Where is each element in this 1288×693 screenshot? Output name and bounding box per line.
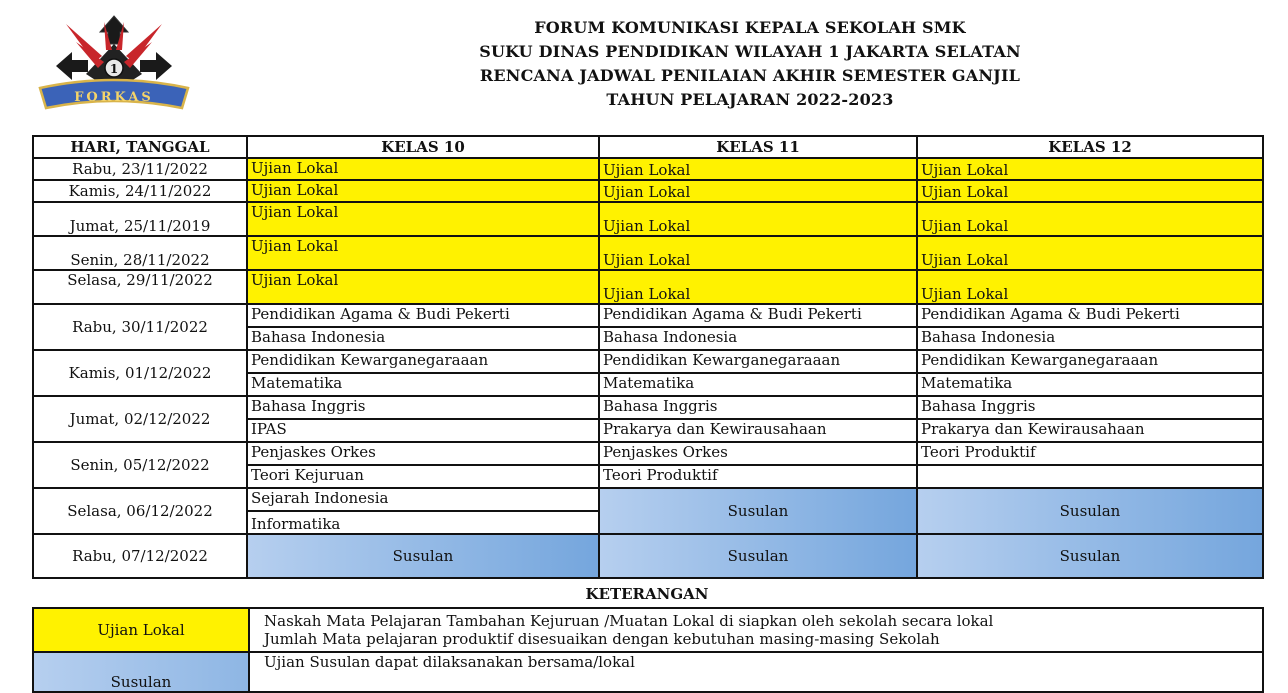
exam-cell: Ujian Lokal <box>917 270 1263 304</box>
keterangan-title: KETERANGAN <box>585 585 709 603</box>
legend-susulan-notes <box>249 652 1263 692</box>
keterangan-table <box>32 607 1264 693</box>
table-row <box>33 180 1263 202</box>
subject-cell: Bahasa Indonesia <box>599 327 917 350</box>
table-header-row <box>33 136 1263 158</box>
table-row <box>33 534 1263 578</box>
subject-cell: Matematika <box>247 373 599 396</box>
table-row <box>33 396 1263 419</box>
note-line: Jumlah Mata pelajaran produktif disesuaikan dengan kebutuhan masing-masing Sekolah <box>264 630 940 648</box>
subject-cell: Bahasa Indonesia <box>917 327 1263 350</box>
date-cell: Kamis, 24/11/2022 <box>33 180 247 202</box>
subject-cell: Bahasa Indonesia <box>247 327 599 350</box>
col-header-kelas-12: KELAS 12 <box>917 136 1263 158</box>
exam-cell: Ujian Lokal <box>917 158 1263 180</box>
legend-ujian-notes <box>249 608 1263 652</box>
subject-cell: Teori Produktif <box>917 442 1263 465</box>
exam-cell: Ujian Lokal <box>247 202 599 236</box>
exam-cell: Ujian Lokal <box>247 158 599 180</box>
exam-cell: Ujian Lokal <box>247 180 599 202</box>
exam-cell: Ujian Lokal <box>247 270 599 304</box>
table-row <box>33 236 1263 270</box>
note-line: Naskah Mata Pelajaran Tambahan Kejuruan /Muatan Lokal di siapkan oleh sekolah secara lokal <box>264 612 994 630</box>
exam-cell: Ujian Lokal <box>599 202 917 236</box>
subject-cell: Teori Kejuruan <box>247 465 599 488</box>
date-cell: Rabu, 07/12/2022 <box>33 534 247 578</box>
exam-cell: Ujian Lokal <box>599 180 917 202</box>
subject-cell: Pendidikan Agama & Budi Pekerti <box>247 304 599 327</box>
table-row <box>33 350 1263 373</box>
subject-cell: Penjaskes Orkes <box>247 442 599 465</box>
date-cell: Kamis, 01/12/2022 <box>33 350 247 396</box>
subject-cell: Sejarah Indonesia <box>247 488 599 511</box>
exam-cell: Ujian Lokal <box>917 236 1263 270</box>
col-header-kelas-11: KELAS 11 <box>599 136 917 158</box>
date-cell: Rabu, 30/11/2022 <box>33 304 247 350</box>
header-line-2: SUKU DINAS PENDIDIKAN WILAYAH 1 JAKARTA SELATAN <box>479 42 1021 61</box>
date-cell: Jumat, 25/11/2019 <box>33 202 247 236</box>
subject-cell: Bahasa Inggris <box>917 396 1263 419</box>
subject-cell: Pendidikan Kewarganegaraaan <box>247 350 599 373</box>
subject-cell: Matematika <box>599 373 917 396</box>
schedule-table <box>32 135 1264 579</box>
exam-cell: Ujian Lokal <box>917 202 1263 236</box>
table-row <box>33 304 1263 327</box>
note-line: Ujian Susulan dapat dilaksanakan bersama/lokal <box>264 653 635 671</box>
svg-text:FORKAS: FORKAS <box>74 90 154 105</box>
table-row <box>33 488 1263 511</box>
col-header-kelas-10: KELAS 10 <box>247 136 599 158</box>
exam-cell: Ujian Lokal <box>247 236 599 270</box>
header-line-1: FORUM KOMUNIKASI KEPALA SEKOLAH SMK <box>534 18 966 37</box>
subject-cell: Pendidikan Kewarganegaraaan <box>917 350 1263 373</box>
header-line-4: TAHUN PELAJARAN 2022-2023 <box>606 90 894 109</box>
col-header-date: HARI, TANGGAL <box>33 136 247 158</box>
header-line-3: RENCANA JADWAL PENILAIAN AKHIR SEMESTER GANJIL <box>479 66 1021 85</box>
table-row <box>33 270 1263 304</box>
subject-cell: Prakarya dan Kewirausahaan <box>917 419 1263 442</box>
subject-cell: Matematika <box>917 373 1263 396</box>
subject-cell: Bahasa Inggris <box>599 396 917 419</box>
exam-cell: Ujian Lokal <box>599 236 917 270</box>
susulan-cell: Susulan <box>917 488 1263 534</box>
svg-text:1: 1 <box>109 62 119 76</box>
table-row <box>33 442 1263 465</box>
subject-cell: IPAS <box>247 419 599 442</box>
date-cell: Selasa, 29/11/2022 <box>33 270 247 304</box>
table-row <box>33 158 1263 180</box>
date-cell: Senin, 05/12/2022 <box>33 442 247 488</box>
subject-cell: Teori Produktif <box>599 465 917 488</box>
table-row <box>33 202 1263 236</box>
date-cell: Rabu, 23/11/2022 <box>33 158 247 180</box>
susulan-cell: Susulan <box>599 534 917 578</box>
legend-susulan <box>33 652 249 692</box>
subject-cell: Pendidikan Agama & Budi Pekerti <box>599 304 917 327</box>
subject-cell: Pendidikan Kewarganegaraaan <box>599 350 917 373</box>
keterangan-row <box>33 652 1263 692</box>
forkas-logo <box>36 14 192 114</box>
exam-cell: Ujian Lokal <box>599 158 917 180</box>
susulan-cell: Susulan <box>599 488 917 534</box>
document-header <box>430 16 1070 112</box>
empty-cell <box>917 465 1263 488</box>
date-cell: Jumat, 02/12/2022 <box>33 396 247 442</box>
exam-cell: Ujian Lokal <box>917 180 1263 202</box>
susulan-cell: Susulan <box>917 534 1263 578</box>
exam-cell: Ujian Lokal <box>599 270 917 304</box>
susulan-cell: Susulan <box>247 534 599 578</box>
keterangan-row <box>33 608 1263 652</box>
legend-ujian-lokal: Ujian Lokal <box>33 608 249 652</box>
legend-susulan-label: Susulan <box>110 673 172 691</box>
date-cell: Selasa, 06/12/2022 <box>33 488 247 534</box>
subject-cell: Pendidikan Agama & Budi Pekerti <box>917 304 1263 327</box>
subject-cell: Informatika <box>247 511 599 534</box>
subject-cell: Prakarya dan Kewirausahaan <box>599 419 917 442</box>
subject-cell: Penjaskes Orkes <box>599 442 917 465</box>
date-cell: Senin, 28/11/2022 <box>33 236 247 270</box>
subject-cell: Bahasa Inggris <box>247 396 599 419</box>
